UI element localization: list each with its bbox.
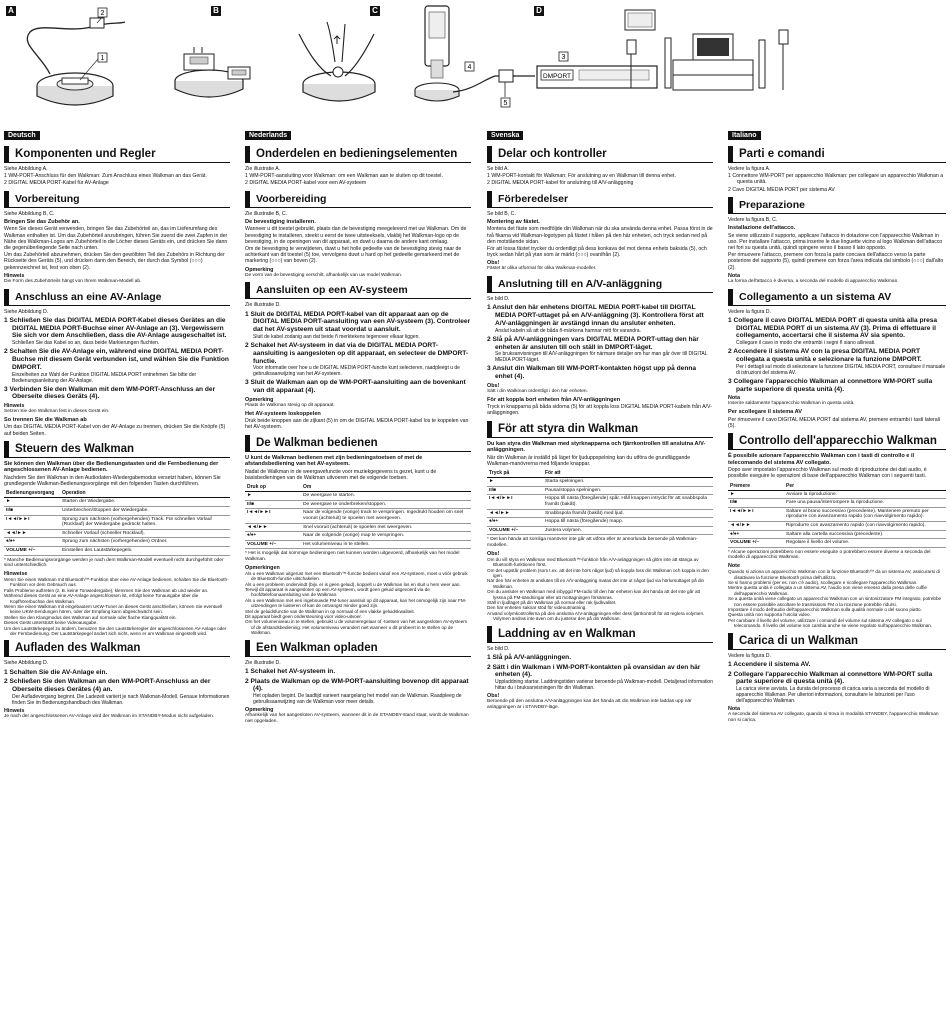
table-row: ♦/♦+ Saltare alla cartella successiva (precedente). — [728, 530, 946, 539]
note-text: A seconda del sistema AV collegato, quando si trova in modalità STANDBY, l'apparecchio Walkman non si carica. — [728, 712, 939, 723]
figure-reference: Siehe Abbildung B, C. — [4, 210, 55, 217]
bullet: Stellen Sie den Klangmodus des Walkman auf normale oder flache Klangqualität ein. — [4, 614, 177, 620]
step-1: 1 Collegare il cavo DIGITAL MEDIA PORT di questa unità alla presa DIGITAL MEDIA PORT di un sistema AV (3). Prima di effettuare il collegamento, accertarsi che il sistema AV sia spento. — [728, 316, 938, 340]
paragraph: Nachdem Sie den Walkman in den Audiodaten-Wiedergabemodus versetzt haben, können Sie grundlegende Walkman-Bedienungsvorgänge mit den folgenden Tasten durchführen. — [4, 475, 221, 488]
bullet: Als u een Walkman uitgerust met een Bluetooth™-functie bedient vanaf een AV-systeem, moet u vóór gebruik de Bluetooth-functie uitschakelen. — [245, 570, 468, 582]
bullet: Den här enheten saknar stöd för videoutmatning. — [487, 605, 587, 611]
paragraph: Um das DIGITAL MEDIA PORT-Kabel von der AV-Anlage zu trennen, drücken Sie die Knöpfe (5) auf beiden Seiten. — [4, 424, 226, 437]
section-heading: För att styra din Walkman — [487, 421, 713, 438]
sub-heading: So trennen Sie die Walkman ab — [4, 416, 87, 423]
note-title: Obs! — [487, 693, 500, 700]
table-row: ◄◄/►► Schneller Vorlauf (schneller Rücklauf). — [4, 529, 230, 538]
bullet: Mentre questa unità è collegata a un sistema AV, l'audio non viene emesso dalla presa delle cuffie dell'apparecchio Walkman. — [728, 585, 927, 596]
note-text: Setzen Sie den Walkman fest in dieses Gerät ein. — [4, 409, 110, 415]
language-tab: Italiano — [728, 131, 761, 140]
step-1: 1 Slå på A/V-anläggningen. — [487, 653, 572, 661]
figure-d-callout-5: 5 — [503, 100, 508, 107]
bullet: Per cambiare il livello del volume, utilizzare i comandi del volume sul sistema AV collegato o sul telecomando. Il livello del volume non cambia anche se viene regolato sull'apparecchio Walkman. — [728, 617, 933, 629]
step-1: 1 Accendere il sistema AV. — [728, 660, 811, 668]
step-detail: Sluit de kabel zodanig aan dat beide ñ merktekens tegenover elkaar liggen. — [253, 333, 420, 340]
bullet: Wenn Sie einen Walkman mit Bluetooth™-Funktion über eine AV-Anlage bedienen, schalten Sie die Bluetooth-Funktion vor dem Gebrauch aus. — [4, 576, 229, 588]
paragraph: Nadat de Walkman in de weergavefunctie voor muziekgegevens is gezet, kunt u de basisbedieningen van de Walkman uitvoeren met de volgende toetsen. — [245, 468, 437, 481]
table-row: ► De weergave te starten. — [245, 492, 471, 501]
bullet: Se si hanno problemi (per es. non c'è audio), scollegare e ricollegare l'apparecchio Walkman. — [728, 579, 918, 585]
intro-bold: Sie können den Walkman über die Bedienungstasten und die Fernbedienung der angeschlossenen AV-Anlage bedienen. — [4, 460, 219, 474]
bullet: Als u een probleem ondervindt (bijv. er is geen geluid), koppelt u de Walkman los en sluit u hem weer aan. — [245, 581, 461, 587]
figure-a-callout-2: 2 — [100, 10, 105, 17]
section-heading: Anslutning till en A/V-anläggning — [487, 276, 713, 293]
note-title: Hinweis — [4, 403, 25, 410]
section-heading: Komponenten und Regler — [4, 146, 230, 163]
sub-heading: Installazione dell'attacco. — [728, 225, 796, 232]
figure-reference: Se bild B, C. — [487, 210, 516, 217]
bullet: Wenn Sie einen Walkman mit eingebautem UKW-Tuner an dieses Gerät anschließen, können Sie eventuell keine UKW-Sendungen hören, oder der Empfang kann abgeschwächt sein. — [4, 604, 223, 615]
figure-b-attachment-illustration — [154, 19, 274, 114]
paragraph: När din Walkman är inställd på läget för ljuduppspelning kan du utföra de grundläggande Walkman-manövrerna med följande knappar. — [487, 454, 691, 467]
table-row: ◄◄/►► Snabbspola framåt (bakåt) med ljud. — [487, 509, 713, 518]
step-detail: Se bruksanvisningen till A/V-anläggningen för närmare detaljer om hur man går över till DIGITAL MEDIA PORT-läget. — [495, 351, 708, 364]
table-row: ♦/♦+ Naar de volgende (vorige) map te verspringen. — [245, 532, 471, 541]
table-row: ► Starten der Wiedergabe. — [4, 498, 230, 507]
figure-reference: Zie illustratie D. — [245, 302, 281, 309]
table-header: Om — [301, 483, 471, 492]
section-heading: Parti e comandi — [728, 146, 946, 163]
step-3: 3 Sluit de Walkman aan op de WM-PORT-aansluiting aan de bovenkant van dit apparaat (4). — [245, 379, 466, 395]
note-title: Nota — [728, 395, 740, 402]
note-title: Obs! — [487, 260, 500, 267]
paragraph: Per rimuovere l'attacco, premere con forza la parte concava dell'attacco verso la parte posteriore del supporto (5), quindi premere con forza l'area indicata dal simbolo (○○○) dall'alto (2). — [728, 252, 944, 271]
note-title: Opmerking — [245, 707, 274, 714]
figure-reference: Zie illustratie B, C. — [245, 210, 288, 217]
intro-bold: U kunt de Walkman bedienen met zijn bedieningstoetsen of met de afstandsbediening van het AV-systeem. — [245, 454, 423, 468]
table-header: Premere — [728, 482, 784, 491]
figure-reference: Siehe Abbildung D. — [4, 308, 49, 315]
bullet: Om det uppstår problem (som t.ex. att det inte hörs något ljud) så koppla loss din Walkman och koppla in den igen. — [487, 567, 709, 578]
figure-c-detach-illustration — [279, 14, 399, 114]
figure-reference: Vedere la figura D. — [728, 308, 771, 315]
paragraph: Dopo aver impostato l'apparecchio Walkman sul modo di riproduzione dei dati audio, è possibile eseguire le operazioni di base dell'apparecchio Walkman con i seguenti tasti. — [728, 467, 927, 480]
table-row: II/■ Pausa/stoppa spelningen. — [487, 486, 713, 495]
bullet: Om du ansluter en Walkman med inbyggd FM-radio till den här enheten kan det hända att det inte går att lyssna på FM-sändningar eller att mottagningen försämras. — [487, 589, 701, 600]
section-heading: Voorbereiding — [245, 191, 471, 208]
table-row: I◄◄/►►I Hoppa till nästa (föregående) spår. Håll knappen intryckt för att snabbspola framåt (bakåt). — [487, 495, 713, 509]
paragraph: Per rimuovere il cavo DIGITAL MEDIA PORT dal sistema AV, premere entrambi i tasti laterali (5). — [728, 416, 940, 429]
step-2: 2 Plaats de Walkman op de WM-PORT-aansluiting bovenop dit apparaat (4). — [245, 677, 469, 693]
note-text: Fästet är olika utformat för olika Walkman-modeller. — [487, 266, 597, 272]
table-header: För att — [543, 469, 713, 478]
bullet: Dit apparaat biedt geen ondersteuning voor video-uitvoer. — [245, 614, 362, 620]
section-heading: Aansluiten op een AV-systeem — [245, 282, 471, 299]
step-2: 2 Schakel het AV-systeem in dat via de DIGITAL MEDIA PORT-aansluiting is aangesloten op dit apparaat, en selecteer de DMPORT-functie. — [245, 341, 469, 365]
bullet: Um den Lautstärkepegel zu ändern, benutzen Sie den Lautstärkeregler der angeschlossenen AV-Anlage oder der Fernbedienung. Der Lautstärkepegel ändert sich nicht, wenn er am Walkman eingestellt wird. — [4, 625, 227, 637]
paragraph: Tryck in knapparna på båda sidorna (5) för att koppla loss DIGITAL MEDIA PORT-kabeln från A/V-anläggningen. — [487, 404, 712, 417]
note-title: Nota — [728, 706, 740, 713]
figure-reference: Vedere la figura A. — [728, 166, 771, 172]
table-row: II/■ Fare una pausa/interrompere la riproduzione. — [728, 499, 946, 508]
figure-d-callout-4: 4 — [467, 64, 472, 71]
table-row: II/■ Unterbrechen/Stoppen der Wiedergabe. — [4, 507, 230, 516]
language-tab: Deutsch — [4, 131, 40, 140]
note-title: Opmerking — [245, 266, 274, 273]
table-row: VOLUME +/– Einstellen des Lautstärkepegels. — [4, 546, 230, 555]
operations-table — [245, 483, 471, 549]
bullet: Während dieses Gerät an eine AV-Anlage angeschlossen ist, erfolgt keine Tonausgabe über die Kopfhörerbuchse des Walkman. — [4, 593, 199, 604]
note-title: Obs! — [487, 382, 500, 389]
column-deutsch — [4, 124, 230, 1004]
list-item: 1 WM-PORT-aansluiting voor Walkman: om een Walkman aan te sluiten op dit toestel. — [245, 173, 443, 180]
table-row: I◄◄/►►I Saltare al brano successivo (precedente). Mantenere premuto per riprodurre con avanzamento rapido (con riavvolgimento rapido). — [728, 507, 946, 521]
section-heading: Preparazione — [728, 197, 946, 214]
table-row: ► Avviare la riproduzione. — [728, 490, 946, 499]
sub-heading: Bringen Sie das Zubehör an. — [4, 218, 80, 225]
column-svenska — [487, 124, 713, 1004]
bullet: Se a questa unità viene collegato un apparecchio Walkman con un sintonizzatore FM integrato, potrebbe non essere possibile ascoltare le trasmissioni FM o la ricezione potrebbe ridursi. — [728, 596, 942, 607]
note-text: Sätt i din Walkman ordentligt i den här enheten. — [487, 388, 588, 394]
note-text: De vorm van de bevestiging verschilt, afhankelijk van uw model Walkman. — [245, 272, 403, 278]
figure-d-connection-illustration — [403, 0, 798, 114]
list-item: 1 Connettore WM-PORT per apparecchio Walkman: per collegare un apparecchio Walkman a questa unità. — [728, 173, 944, 186]
figure-reference: Se bild A. — [487, 166, 509, 172]
step-1: 1 Sluit de DIGITAL MEDIA PORT-kabel van dit apparaat aan op de DIGITAL MEDIA PORT-aansluiting van een AV-systeem (3). Controleer dat het AV-systeem uit staat voordat u aansluit. — [245, 310, 471, 334]
table-row: VOLUME +/– Regolare il livello del volume. — [728, 539, 946, 548]
table-row: ♦/♦+ Sprung zum nächsten (vorhergehenden) Ordner. — [4, 538, 230, 547]
section-heading: Delar och kontroller — [487, 146, 713, 163]
step-detail: Einzelheiten zur Wahl der Funktion DIGITAL MEDIA PORT entnehmen Sie bitte der Bedienungsanleitung der AV-Anlage. — [12, 371, 197, 384]
operations-table — [487, 469, 713, 535]
section-heading: Onderdelen en bedieningselementen — [245, 146, 471, 163]
language-tab: Svenska — [487, 131, 523, 140]
paragraph: Om de bevestiging te verwijderen, duwt u het holle gedeelte van de bevestiging stevig naar de achterkant van dit toestel (5) toe, vervolgens duwt u hard op het gedeelte gemarkeerd met de markering (○○○) van boven (2). — [245, 246, 462, 265]
section-heading: Vorbereitung — [4, 191, 230, 208]
step-detail: Uppladdning startar. Laddningstiden varierar beroende på Walkman-modell. Detaljerad information hittar du i bruksanvisningen för din Walkman. — [495, 679, 713, 692]
step-1: 1 Anslut den här enhetens DIGITAL MEDIA PORT-kabel till DIGITAL MEDIA PORT-uttaget på en A/V-anläggning (3). Kontrollera först att A/V-anläggningen är avstängd innan du ansluter enheten. — [487, 304, 704, 327]
operations-table — [4, 489, 230, 555]
paragraph: Wanneer u dit toestel gebruikt, plaats dan de bevestiging meegeleverd met uw Walkman. Om de bevestiging te installeren, steekt u eerst de twee uitsteeksels, vlakbij het Walkman-logo op de bevestiging, in de openingen van dit apparaat, en duwt u daarna de andere kant omlaag. — [245, 226, 467, 245]
paragraph: Um das Zubehörteil abzunehmen, drücken Sie den gewölbten Teil des Zubehörs in Richtung der Rückseite des Geräts (5), und drücken dann den Bereich, der durch das Symbol (○○○) gekennzeichnet ist, fest von oben (2). — [4, 252, 225, 271]
bullet: Använd volymkontrollerna på den anslutna A/V-anläggningen eller dess fjärrkontroll för att reglera volymen. Volymen ändras inte även om du justerar den på din Walkman. — [487, 610, 705, 622]
instruction-columns — [0, 124, 950, 1004]
section-heading: Laddning av en Walkman — [487, 626, 713, 643]
note-title: Note — [728, 563, 740, 570]
note-title: Hinweis — [4, 708, 25, 715]
step-2: 2 Schalten Sie die AV-Anlage ein, während eine DIGITAL MEDIA PORT-Buchse mit diesem Gerät verbunden ist, und wählen Sie die Funktion DMPORT. — [4, 348, 229, 371]
sub-heading: Per scollegare il sistema AV — [728, 409, 802, 416]
paragraph: Se viene utilizzato il supporto, applicare l'attacco in dotazione con l'apparecchio Walkman in uso. Per installare l'attacco, prima inserire le due linguette vicino al logo Walkman dell'attacco nei fori su questa unità, quindi spingere verso il basso il lato opposto. — [728, 232, 943, 252]
step-2: 2 Collegare l'apparecchio Walkman al connettore WM-PORT sulla parte superiore di questa unità (4). — [728, 670, 933, 686]
table-header: Per — [784, 482, 946, 491]
note-text: Inserire saldamente l'apparecchio Walkman in questa unità. — [728, 401, 855, 407]
paragraph: Druk beide knoppen aan de zijkant (5) in om de DIGITAL MEDIA PORT-kabel los te koppelen van het AV-systeem. — [245, 418, 469, 431]
section-heading: Förberedelser — [487, 191, 713, 208]
note-text: La forma dell'attacco è diversa, a seconda del modello di apparecchio Walkman. — [728, 278, 899, 284]
list-item: 2 DIGITAL MEDIA PORT-kabel för anslutning till A/V-anläggning — [487, 180, 634, 187]
list-item: 2 DIGITAL MEDIA PORT-Kabel für AV-Anlage — [4, 180, 109, 187]
bullet: Impostare il modo dell'audio dell'apparecchio Walkman sulla qualità normale o del suono piatto. — [728, 607, 922, 613]
bullet: Terwijl dit apparaat is aangesloten op een AV-systeem, wordt geen geluid uitgevoerd via de hoofdtelefoonaansluiting van de Walkman. — [245, 586, 430, 598]
table-row: ◄◄/►► Snel vooruit (achteruit) te spoelen met weergeven. — [245, 523, 471, 532]
bullet: Ställ in ljudläget på din Walkman på normal eller rak ljudkvalitet. — [487, 600, 617, 606]
bullet: Als u een Walkman met een ingebouwde FM-tuner aansluit op dit apparaat, kan het onmogelijk zijn naar FM-uitzendingen te luisteren of kan de ontvangst minder goed zijn. — [245, 597, 467, 609]
section-heading: Aufladen des Walkman — [4, 640, 230, 657]
table-row: II/■ De weergave te onderbreken/stoppen. — [245, 500, 471, 509]
table-row: I◄◄/►►I Sprung zum nächsten (vorhergehenden) Track. Für schnellen Vorlauf (Rücklauf) der Wiedergabe gedrückt halten. — [4, 515, 230, 529]
step-detail: Voor informatie over hoe u de DIGITAL MEDIA PORT-functie kunt selecteren, raadpleegt u de gebruiksaanwijzing van het AV-systeem. — [253, 365, 460, 378]
note-title: Opmerking — [245, 396, 274, 403]
step-detail: Collegare il cavo in modo che entrambi i segni ñ siano allineati. — [736, 340, 876, 347]
bullet: Quando si aziona un apparecchio Walkman con la funzione Bluetooth™ da un sistema AV, assicurarsi di disattivare la funzione Bluetooth prima dell'utilizzo. — [728, 569, 940, 580]
figure-reference: Se bild D. — [487, 645, 510, 652]
column-nederlands — [245, 124, 471, 1004]
bullet: Om het volumeniveau in te stellen, gebruikt u de volumeregelaar of -toetsen van het aangesloten AV-systeem of de afstandsbediening. Het volumeniveau verandert niet wanneer u dit probeert in te stellen op de Walkman. — [245, 619, 468, 636]
note-title: Hinweise — [4, 570, 28, 577]
step-2: 2 Accendere il sistema AV con la presa DIGITAL MEDIA PORT collegata a questa unità e selezionare la funzione DMPORT. — [728, 348, 922, 363]
step-1: 1 Schalten Sie die AV-Anlage ein. — [4, 668, 108, 676]
section-heading: Anschluss an eine AV-Anlage — [4, 289, 230, 306]
paragraph: För att lossa fästet trycker du ordentligt på dess konkava del mot denna enhets baksida (5), och tryck sedan hårt på ytan som är märkt (○○○) ovanifrån (2). — [487, 246, 707, 259]
step-detail: Het opladen begint. De laadtijd varieert naargelang het model van de Walkman. Raadpleeg de gebruiksaanwijzing van de Walkman voor meer details. — [253, 693, 462, 706]
table-header: Druk op — [245, 483, 301, 492]
step-1: 1 Schakel het AV-systeem in. — [245, 667, 336, 675]
step-detail: Per i dettagli sul modo di selezionare la funzione DIGITAL MEDIA PORT, consultare il manuale di istruzioni del sistema AV. — [736, 363, 946, 376]
figure-reference: Vedere la figura D. — [728, 652, 771, 659]
list-item: 1 WM-PORT-kontakt för Walkman: För anslutning av en Walkman till denna enhet. — [487, 173, 676, 180]
figure-d-dmport-label: DMPORT — [543, 73, 572, 80]
figure-a-dock-illustration — [0, 4, 150, 114]
note-text: Beroende på den anslutna A/V-anläggningen kan det hända att din Walkman inte laddas upp när anläggningen är i STANDBY-läge. — [487, 699, 692, 710]
section-heading: De Walkman bedienen — [245, 435, 471, 452]
figure-label-b: B — [211, 6, 221, 16]
step-3: 3 Verbinden Sie den Walkman mit dem WM-PORT-Anschluss an der Oberseite dieses Geräts (4). — [4, 385, 216, 401]
note-title: Nota — [728, 272, 740, 279]
table-header: Operation — [60, 489, 230, 498]
note-title: Hinweis — [4, 272, 25, 279]
table-header: Tryck på — [487, 469, 543, 478]
note-text: Die Form des Zubehörteils hängt von Ihrem Walkman-Modell ab. — [4, 278, 142, 284]
table-row: VOLUME +/– Justera volymen. — [487, 526, 713, 535]
step-detail: Der Aufladevorgang beginnt. Die Ladezeit variiert je nach Walkman-Modell. Genaue Informationen finden Sie im Bedienungshandbuch des Walkman. — [12, 694, 230, 707]
bullet: Stel de geluidsfunctie van de Walkman in op normaal of een vlakke geluidskwaliteit. — [245, 608, 415, 614]
figure-reference: Vedere la figura B, C. — [728, 216, 778, 223]
list-item: 2 Cavo DIGITAL MEDIA PORT per sistema AV — [728, 186, 835, 193]
table-row: ♦/♦+ Hoppa till nästa (föregående) mapp. — [487, 518, 713, 527]
sub-heading: Het AV-systeem loskoppelen — [245, 410, 321, 417]
bullet: Falls Probleme auftreten (z. B. keine Tonwiedergabe), klemmen Sie den Walkman ab und wieder an. — [4, 587, 209, 593]
section-heading: Steuern des Walkman — [4, 441, 230, 458]
section-heading: Collegamento a un sistema AV — [728, 289, 946, 306]
table-row: I◄◄/►►I Naar de volgende (vorige) track te verspringen. Ingedrukt houden om snel vooruit (achteruit) te spoelen met weergeven. — [245, 509, 471, 523]
list-item: 2 DIGITAL MEDIA PORT-kabel voor een AV-systeem — [245, 180, 367, 187]
figure-a-callout-1: 1 — [100, 55, 105, 62]
bullet: När den här enheten är ansluten till en A/V-anläggning matas det inte ut något ljud via hörlursuttaget på din Walkman. — [487, 578, 705, 589]
section-heading: Carica di un Walkman — [728, 633, 946, 650]
step-2: 2 Schließen Sie den Walkman an den WM-PORT-Anschluss an der Oberseite dieses Gerätes (4) an. — [4, 678, 211, 694]
intro-bold: Du kan styra din Walkman med styrknapparna och fjärrkontrollen till anslutna A/V-anläggningen. — [487, 440, 706, 454]
step-3: 3 Collegare l'apparecchio Walkman al connettore WM-PORT sulla parte superiore di questa unità (4). — [728, 377, 933, 393]
figure-label-c: C — [370, 6, 380, 16]
paragraph: Montera det fäste som medföljde din Walkman när du ska använda denna enhet. Passa först in de två fikarna vid Walkman-logotypen på fästet i hålen på den här enheten, och tryck sedan ned på den motstående sidan. — [487, 226, 713, 245]
footnote: * Manche Bedienungsvorgänge werden je nach dem Walkman-Modell eventuell nicht durchgeführt oder sind unterschiedlich. — [4, 557, 224, 569]
table-row: VOLUME +/– Het volumeniveau in te stellen. — [245, 540, 471, 549]
figure-reference: Se bild D. — [487, 296, 510, 303]
bullet: Dieses Gerät unterstützt keine Videoausgabe. — [4, 620, 98, 626]
sub-heading: Montering av fästet. — [487, 218, 540, 225]
figure-reference: Zie illustratie A. — [245, 166, 281, 172]
step-2: 2 Sätt i din Walkman i WM-PORT-kontakten på ovansidan av den här enheten (4). — [487, 663, 701, 679]
intro-bold: È possibile azionare l'apparecchio Walkman con i tasti di controllo e il telecomando del sistema AV collegato. — [728, 453, 915, 466]
step-3: 3 Anslut din Walkman till WM-PORT-kontakten högst upp på denna enhet (4). — [487, 365, 697, 381]
figure-reference: Zie illustratie D. — [245, 659, 281, 666]
section-heading: Controllo dell'apparecchio Walkman — [728, 433, 946, 450]
note-title: Opmerkingen — [245, 564, 280, 571]
note-title: Obs! — [487, 550, 500, 557]
operations-table — [728, 482, 946, 548]
list-item: 1 WM-PORT-Anschluss für den Walkman: Zum Anschluss eines Walkman an das Gerät. — [4, 173, 207, 180]
section-heading: Een Walkman opladen — [245, 640, 471, 657]
table-header: Bedienungsvorgang — [4, 489, 60, 498]
figure-reference: Siehe Abbildung A. — [4, 166, 48, 172]
step-detail: Schließen Sie das Kabel so an, dass beide Markierungen fluchten. — [12, 340, 160, 347]
bullet: Questa unità non supporta l'uscita video. — [728, 612, 811, 618]
sub-heading: För att koppla bort enheten från A/V-anläggningen — [487, 396, 621, 403]
language-tab: Nederlands — [245, 131, 291, 140]
note-text: Je nach der angeschlossenen AV-Anlage wird der Walkman im STANDBY-Modus nicht aufgeladen. — [4, 714, 215, 720]
figure-label-a: A — [6, 6, 16, 16]
column-italiano — [728, 124, 946, 1004]
footnote: * Alcune operazioni potrebbero non essere eseguite o potrebbero essere diverse a seconda del modello di apparecchio Walkman. — [728, 549, 931, 561]
figure-row — [0, 0, 950, 118]
note-text: Plaats de Walkman stevig op dit apparaat. — [245, 402, 335, 408]
footnote: * Het is mogelijk dat sommige bedieningen niet kunnen worden uitgevoerd, afhankelijk van het model Walkman. — [245, 551, 460, 563]
table-row: ◄◄/►► Riprodurre con avanzamento rapido (con riavvolgimento rapido). — [728, 521, 946, 530]
step-2: 2 Slå på A/V-anläggningen vars DIGITAL MEDIA PORT-uttag den här enheten är ansluten till och ställ in DMPORT-läget. — [487, 335, 699, 351]
step-detail: La carica viene avviata. La durata del processo di carica varia a seconda del modello di apparecchio Walkman. Per ulteriori informazioni, consultare le Istruzioni per l'uso dell'apparecchio Walkman. — [736, 686, 930, 705]
step-detail: Anslut kabeln så att de båda ñ-märkena hamnar mitt för varandra. — [495, 327, 641, 334]
note-text: Afhankelijk van het aangesloten AV-systeem, wanneer dit in de STANDBY-stand staat, wordt de Walkman niet opgeladen. — [245, 713, 469, 724]
figure-d-callout-3: 3 — [561, 54, 566, 61]
footnote: * Det kan hända att somliga manövrer inte går att utföra eller är annorlunda beroende på Walkman-modellen. — [487, 537, 698, 549]
bullet: Om du vill styra en Walkman med Bluetooth™-funktion från A/V-anläggningen så glöm inte att stänga av Bluetooth-funktionen först. — [487, 556, 699, 568]
figure-label-d: D — [534, 6, 544, 16]
figure-reference: Siehe Abbildung D. — [4, 660, 49, 667]
table-row: ► Starta spelningen. — [487, 478, 713, 487]
sub-heading: De bevestiging installeren. — [245, 218, 316, 225]
step-1: 1 Schließen Sie das DIGITAL MEDIA PORT-Kabel dieses Gerätes an die DIGITAL MEDIA PORT-Buchse einer AV-Anlage an (3). Vergewissern Sie sich vor dem Anschließen, dass die AV-Anlage ausgeschaltet ist. — [4, 316, 227, 340]
paragraph: Wenn Sie dieses Gerät verwenden, bringen Sie das Zubehörteil an, das im Lieferumfang des Walkman enthalten ist. Um das Zubehörteil anzubringen, führen Sie zuerst die zwei Zapfen in der Nähe des Walkman-Logos am Zubehörteil in die Löcher dieses Geräts ein, und drücken Sie dann die gegenüberliegende Seite nach unten. — [4, 226, 228, 252]
